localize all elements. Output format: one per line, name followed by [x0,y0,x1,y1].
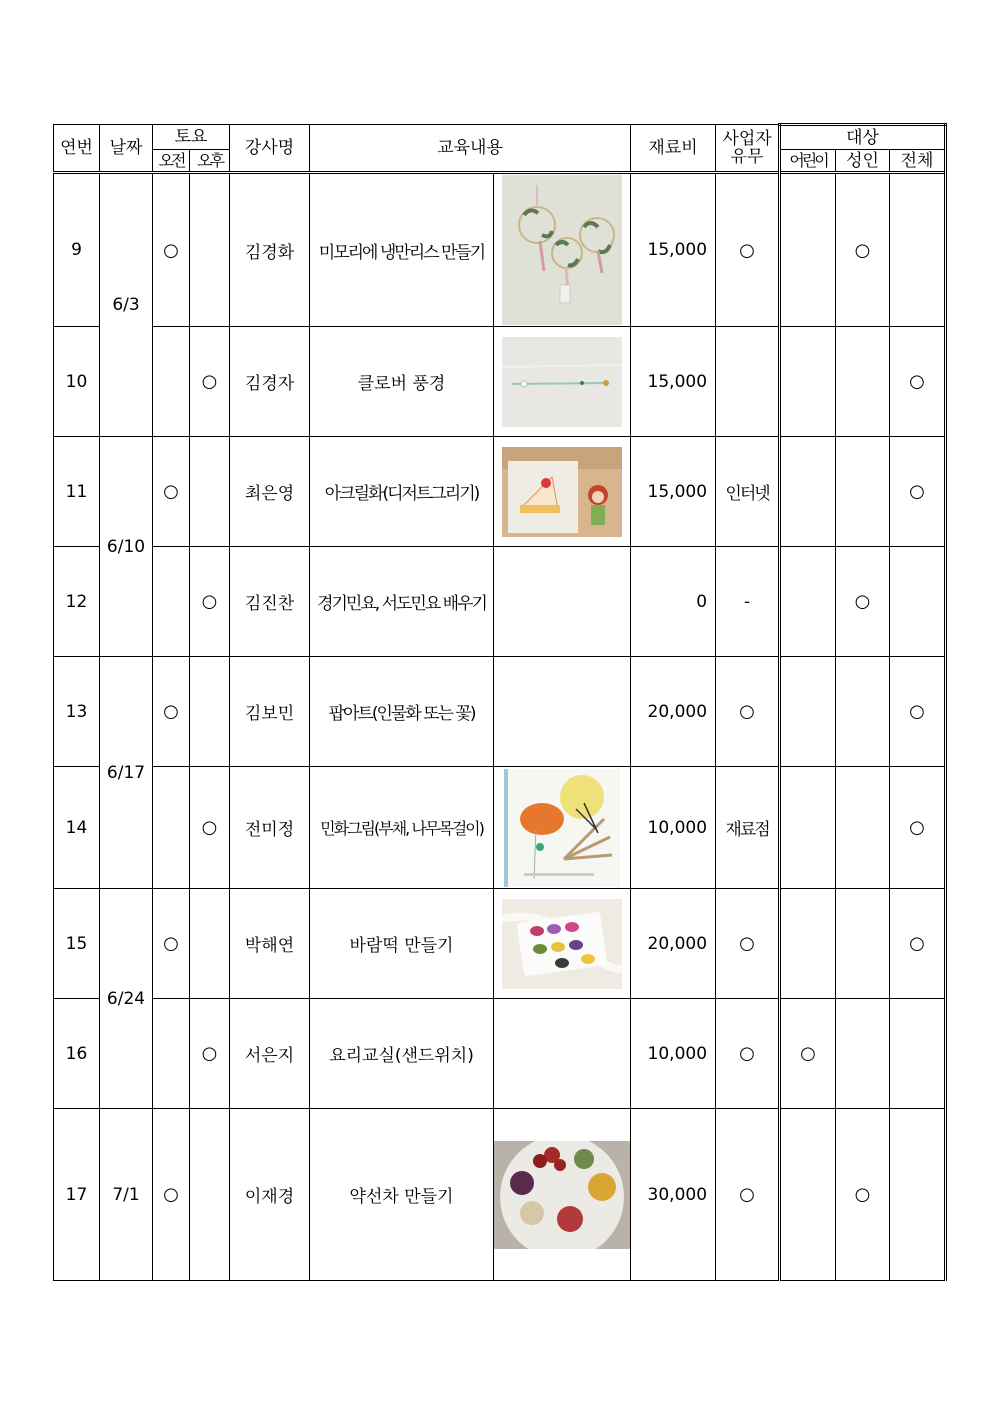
course-photo [494,327,631,437]
morning-mark: ○ [153,173,190,327]
header-target: 대상 [780,125,946,150]
header-fee: 재료비 [631,125,716,173]
morning-mark [153,327,190,437]
business-status: 인터넷 [716,437,780,547]
morning-mark [153,767,190,889]
material-fee: 0 [631,547,716,657]
target-adult: ○ [836,1109,890,1281]
course-title: 요리교실(샌드위치) [310,999,494,1109]
afternoon-mark [190,173,230,327]
date-cell: 6/3 [100,173,153,437]
target-all: ○ [890,657,946,767]
afternoon-mark: ○ [190,999,230,1109]
target-child [780,767,836,889]
header-saturday: 토요 [153,125,230,150]
target-all: ○ [890,889,946,999]
course-photo [494,889,631,999]
header-date: 날짜 [100,125,153,173]
row-no: 14 [54,767,100,889]
business-status: ○ [716,173,780,327]
table-row [54,767,946,889]
date-cell: 6/24 [100,889,153,1109]
instructor-name: 김경자 [230,327,310,437]
target-adult [836,767,890,889]
target-child [780,437,836,547]
row-no: 11 [54,437,100,547]
target-adult [836,889,890,999]
morning-mark: ○ [153,437,190,547]
material-fee: 20,000 [631,657,716,767]
target-child [780,657,836,767]
target-child: ○ [780,999,836,1109]
header-all: 전체 [890,150,946,173]
rice-cake-photo [502,899,622,989]
course-title: 미모리에 냉만리스 만들기 [310,173,494,327]
course-title: 바람떡 만들기 [310,889,494,999]
afternoon-mark: ○ [190,547,230,657]
instructor-name: 김보민 [230,657,310,767]
herbal-tea-ingredients-photo [494,1141,630,1249]
afternoon-mark [190,437,230,547]
morning-mark: ○ [153,889,190,999]
target-all [890,999,946,1109]
row-no: 10 [54,327,100,437]
course-photo-empty [494,547,631,657]
target-adult [836,437,890,547]
target-adult [836,657,890,767]
afternoon-mark [190,889,230,999]
target-adult: ○ [836,173,890,327]
table-row [54,657,946,767]
business-status: 재료점 [716,767,780,889]
header-content: 교육내용 [310,125,631,173]
business-status [716,327,780,437]
header-morning: 오전 [153,150,190,173]
material-fee: 10,000 [631,767,716,889]
course-photo-empty [494,657,631,767]
material-fee: 20,000 [631,889,716,999]
instructor-name: 전미정 [230,767,310,889]
acrylic-cake-painting-photo [502,447,622,537]
target-all: ○ [890,767,946,889]
target-child [780,327,836,437]
course-title: 민화그림(부채, 나무목걸이) [310,767,494,889]
header-afternoon: 오후 [190,150,230,173]
instructor-name: 김진찬 [230,547,310,657]
instructor-name: 최은영 [230,437,310,547]
business-status: ○ [716,999,780,1109]
business-status: ○ [716,657,780,767]
table-row [54,547,946,657]
minhwa-fan-photo [504,769,620,887]
material-fee: 15,000 [631,437,716,547]
material-fee: 10,000 [631,999,716,1109]
table-row [54,327,946,437]
target-adult: ○ [836,547,890,657]
afternoon-mark: ○ [190,767,230,889]
table-row [54,173,946,327]
wind-chime-photo [502,337,622,427]
course-photo-empty [494,999,631,1109]
target-child [780,889,836,999]
target-all [890,173,946,327]
material-fee: 15,000 [631,327,716,437]
target-adult [836,999,890,1109]
row-no: 17 [54,1109,100,1281]
target-all [890,547,946,657]
header-business: 사업자 유무 [716,125,780,173]
material-fee: 15,000 [631,173,716,327]
business-status: - [716,547,780,657]
instructor-name: 이재경 [230,1109,310,1281]
schedule-table [53,123,947,1281]
header-adult: 성인 [836,150,890,173]
row-no: 15 [54,889,100,999]
instructor-name: 박해연 [230,889,310,999]
course-photo [494,1109,631,1281]
course-photo [494,173,631,327]
target-all: ○ [890,437,946,547]
target-child [780,547,836,657]
course-title: 약선차 만들기 [310,1109,494,1281]
instructor-name: 서은지 [230,999,310,1109]
course-title: 팝아트(인물화 또는 꽃) [310,657,494,767]
course-title: 경기민요, 서도민요 배우기 [310,547,494,657]
business-status: ○ [716,1109,780,1281]
target-child [780,1109,836,1281]
afternoon-mark: ○ [190,327,230,437]
date-cell: 6/10 [100,437,153,657]
target-child [780,173,836,327]
afternoon-mark [190,1109,230,1281]
date-cell: 6/17 [100,657,153,889]
target-all [890,1109,946,1281]
course-schedule [53,123,945,1281]
morning-mark: ○ [153,657,190,767]
course-title: 클로버 풍경 [310,327,494,437]
course-title: 아크릴화(디저트그리기) [310,437,494,547]
material-fee: 30,000 [631,1109,716,1281]
morning-mark [153,999,190,1109]
afternoon-mark [190,657,230,767]
target-adult [836,327,890,437]
target-all: ○ [890,327,946,437]
header-instructor: 강사명 [230,125,310,173]
morning-mark [153,547,190,657]
row-no: 12 [54,547,100,657]
course-photo [494,767,631,889]
header-no: 연번 [54,125,100,173]
row-no: 13 [54,657,100,767]
table-row [54,889,946,999]
course-photo [494,437,631,547]
row-no: 9 [54,173,100,327]
header-child: 어린이 [780,150,836,173]
table-row [54,1109,946,1281]
table-row [54,437,946,547]
table-row [54,999,946,1109]
date-cell: 7/1 [100,1109,153,1281]
instructor-name: 김경화 [230,173,310,327]
business-status: ○ [716,889,780,999]
wreath-photo [502,175,622,325]
morning-mark: ○ [153,1109,190,1281]
row-no: 16 [54,999,100,1109]
